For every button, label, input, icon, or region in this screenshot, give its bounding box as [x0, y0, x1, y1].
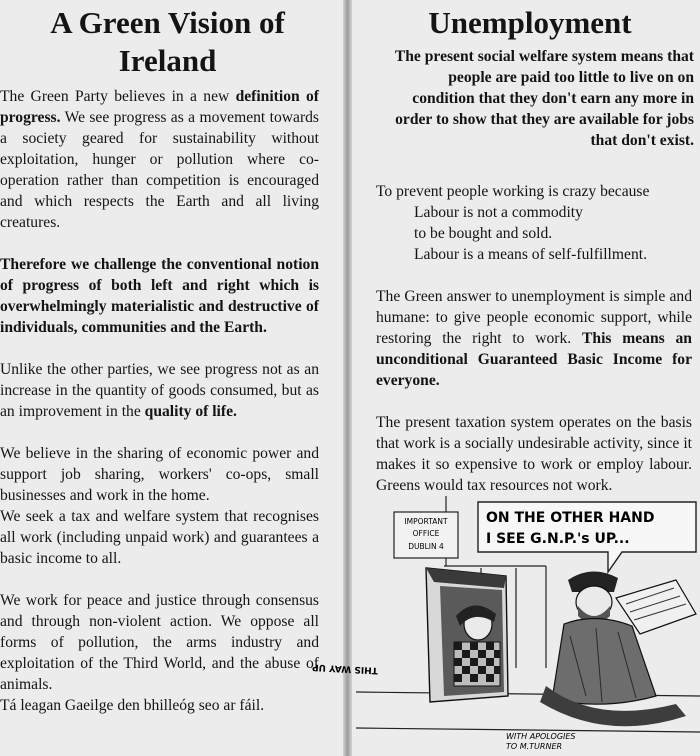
left-paragraph-2	[0, 254, 343, 338]
right-title: Unemployment	[428, 5, 632, 40]
right-intro: The present social welfare system means that people are paid too little to live on on condition that they don't earn any more in order to show that they are available for jobs that don't exist.	[394, 48, 694, 149]
checkered-pattern	[454, 642, 500, 682]
p3-bold: quality of life.	[144, 403, 237, 420]
credit-line-1: WITH APOLOGIES	[506, 732, 576, 741]
right-paragraph-5	[352, 286, 700, 391]
right-paragraph-6: The present taxation system operates on the basis that work is a socially undesirable activity, since it makes it so expensive to work or employ labour. Greens would tax resources not work.	[376, 414, 692, 494]
p1-text-c: We see progress as a movement towards a society geared for sustainability without exploitation, hunger or pollution where co-operation rather than competition is encouraged and which respects the Earth and all living creatures.	[0, 109, 319, 231]
cartoon-illustration	[311, 496, 700, 756]
bubble-line-1: ON THE OTHER HAND	[486, 510, 655, 526]
left-paragraph-3	[0, 359, 343, 422]
office-sign	[394, 512, 458, 558]
right-line-4: Labour is a means of self-fulfillment.	[414, 246, 647, 263]
r5-text: The Green answer to unemployment is simple and humane: to give people economic support, while restoring the right to work.	[376, 288, 692, 347]
left-page	[0, 0, 343, 756]
left-title: A Green Vision of Ireland	[50, 5, 285, 78]
left-paragraph-5: We seek a tax and welfare system that recognises all work (including unpaid work) and guarantees a basic income to all.	[0, 508, 319, 567]
p3-text-a: Unlike the other parties, we see progress not as an increase in the quantity of goods consumed, but as an improvement in the	[0, 361, 319, 420]
left-paragraph-4: We believe in the sharing of economic power and support job sharing, workers' co-ops, small businesses and work in the home.	[0, 445, 319, 504]
sign-line-2: OFFICE	[412, 529, 440, 538]
page-fold	[343, 0, 352, 756]
credit-line-2: TO M.TURNER	[506, 742, 563, 751]
p2-bold: Therefore we challenge the conventional notion of progress of both left and right which is overwhelmingly materialistic and destructive of individuals, communities and the Earth.	[0, 256, 319, 336]
bubble-line-2: I SEE G.N.P.'s UP...	[486, 531, 630, 547]
left-paragraph-7: Tá leagan Gaeilge den bhilleóg seo ar fáil.	[0, 697, 265, 714]
right-line-2: Labour is not a commodity	[414, 204, 583, 221]
sign-line-3: DUBLIN 4	[408, 542, 444, 551]
this-way-up-label: THIS WAY UP	[311, 661, 379, 675]
man-reading-newspaper	[540, 571, 696, 726]
right-paragraph-1: To prevent people working is crazy because	[376, 183, 650, 200]
r5-bold: This means an unconditional Guaranteed Basic Income for everyone.	[376, 330, 692, 389]
right-line-3: to be bought and sold.	[414, 225, 553, 242]
cartoon-credit	[506, 732, 576, 751]
left-paragraph-1	[0, 86, 343, 233]
seated-figure-in-box	[454, 605, 500, 686]
sign-line-1: IMPORTANT	[404, 517, 448, 526]
p1-text-a: The Green Party believes in a new	[0, 88, 236, 105]
p1-bold: definition of progress.	[0, 88, 319, 126]
speech-bubble	[478, 502, 696, 572]
left-paragraph-6: We work for peace and justice through consensus and through non-violent action. We oppose all forms of pollution, the arms industry and exploitation of the Third World, and the abuse of animals.	[0, 592, 319, 693]
